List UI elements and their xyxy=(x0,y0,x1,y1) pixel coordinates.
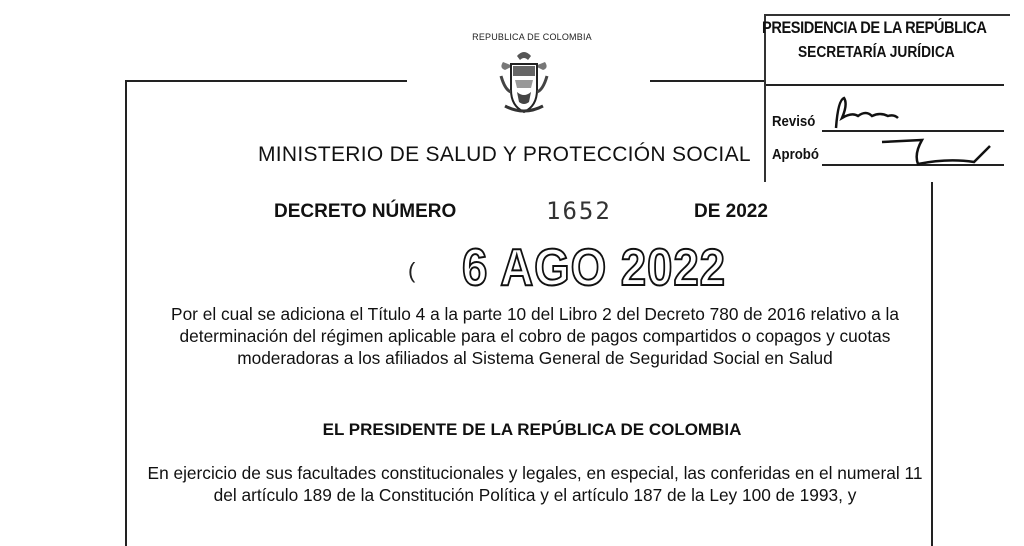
coat-of-arms-icon xyxy=(495,46,553,118)
legal-secretariat-stamp xyxy=(758,10,1010,180)
stamp-divider xyxy=(766,84,1004,86)
signature-icon xyxy=(878,136,998,170)
frame-top-left xyxy=(125,80,407,82)
frame-left xyxy=(125,82,127,546)
stamp-title: PRESIDENCIA DE LA REPÚBLICA xyxy=(762,18,987,37)
president-heading: EL PRESIDENTE DE LA REPÚBLICA DE COLOMBIA xyxy=(322,420,742,439)
frame-top-right xyxy=(650,80,764,82)
reviewed-label: Revisó xyxy=(772,113,816,130)
stamp-border-left xyxy=(764,16,766,182)
date-stamp: 6 AGO 2022 xyxy=(462,239,727,297)
country-caption: REPUBLICA DE COLOMBIA xyxy=(472,32,592,42)
stamp-border-top xyxy=(764,14,1010,16)
signature-icon xyxy=(828,94,918,134)
approved-label: Aprobó xyxy=(772,146,819,163)
exercise-paragraph: En ejercicio de sus facultades constitucionales y legales, en especial, las conferidas en el numeral 11 del artículo 189 de la Constitución Política y el artículo 187 de la Ley 100 de 1993, y xyxy=(147,463,923,505)
stamp-subtitle: SECRETARÍA JURÍDICA xyxy=(798,44,955,61)
ministry-title: MINISTERIO DE SALUD Y PROTECCIÓN SOCIAL xyxy=(258,143,751,166)
frame-right xyxy=(931,182,933,546)
decree-row xyxy=(0,197,1024,229)
decree-number: 1652 xyxy=(546,197,612,225)
open-paren: ( xyxy=(408,258,416,283)
decree-label: DECRETO NÚMERO xyxy=(274,201,457,222)
decree-year: DE 2022 xyxy=(694,201,768,222)
decree-summary: Por el cual se adiciona el Título 4 a la parte 10 del Libro 2 del Decreto 780 de 2016 relativo a la determinación del régimen aplicable para el cobro de pagos compartidos o copagos y cuotas moderadoras a los afiliados al Sistema General de Seguridad Social en Salud xyxy=(171,304,899,368)
